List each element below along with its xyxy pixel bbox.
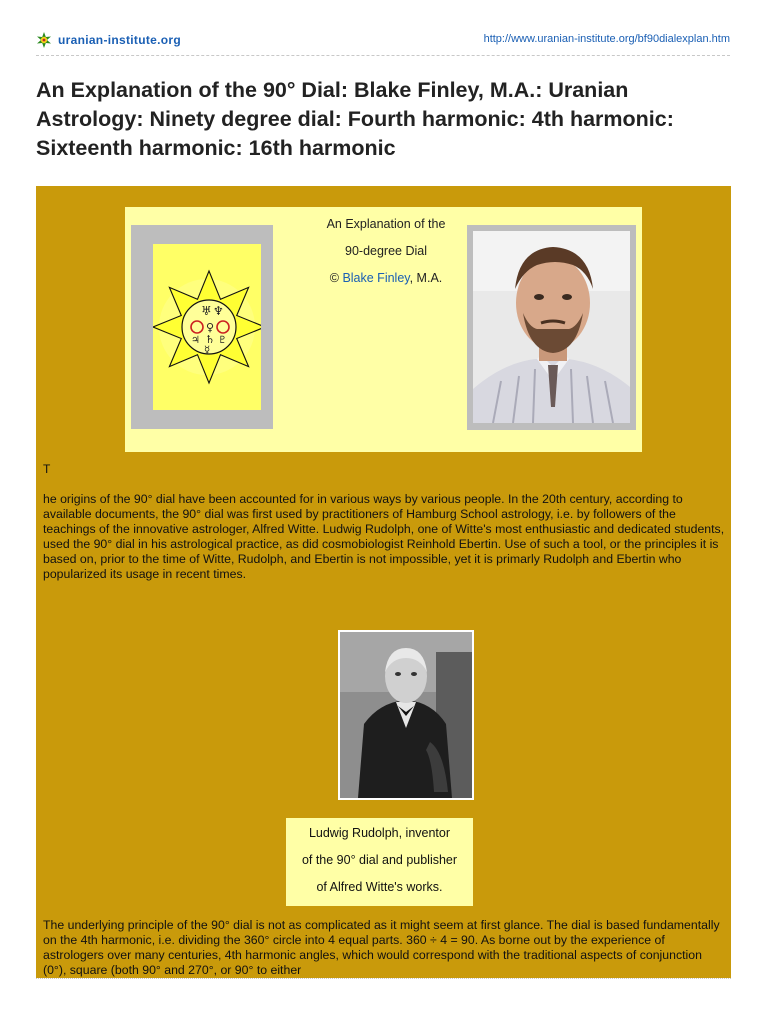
article-heading	[301, 211, 471, 292]
author-suffix: , M.A.	[409, 271, 443, 285]
caption-line-2: of the 90° dial and publisher	[301, 853, 458, 867]
drop-cap: T	[43, 462, 51, 476]
author-credit	[301, 265, 471, 292]
author-photo	[473, 231, 630, 423]
ninety-degree-dial-image	[153, 244, 261, 410]
site-header	[36, 30, 730, 52]
footer-divider	[36, 978, 731, 983]
page-title: An Explanation of the 90° Dial: Blake Finley, M.A.: Uranian Astrology: Ninety degree dial: Fourth harmonic: 4th harmonic: Sixteenth harmonic: 16th harmonic	[36, 78, 674, 160]
svg-text:♆: ♆	[213, 304, 224, 318]
ludwig-rudolph-photo	[340, 632, 472, 798]
article-body	[36, 186, 731, 978]
page-url-link[interactable]: http://www.uranian-institute.org/bf90dialexplan.htm	[483, 33, 730, 45]
site-logo-icon	[36, 32, 52, 48]
photo-caption	[286, 818, 473, 906]
paragraph-origins: he origins of the 90° dial have been accounted for in various ways by various people. In the 20th century, according to available documents, the 90° dial was first used by practitioners of Hamburg School astrology, i.e. by followers of the teachings of the innovative astrologer, Alfred Witte. Ludwig Rudolph, one of Witte's most enthusiastic and dedicated students, used the 90° dial in his astrological practice, as did cosmobiologist Reinhold Ebertin. Use of such a tool, or the principles it is based on, prior to the time of Witte, Rudolph, and Ebertin is not impossible, yet it is primarly Rudolph and Ebertin who popularized its usage in recent times.	[43, 492, 725, 581]
copyright-symbol: ©	[329, 271, 339, 285]
article-header-box	[125, 207, 642, 452]
svg-text:♇: ♇	[218, 335, 227, 346]
svg-text:☿: ☿	[204, 345, 211, 356]
heading-line-2: 90-degree Dial	[345, 244, 427, 258]
svg-text:♀: ♀	[206, 321, 215, 334]
rudolph-photo-frame	[338, 630, 474, 800]
heading-line-1: An Explanation of the	[326, 217, 446, 231]
site-link[interactable]	[36, 32, 181, 48]
paragraph-principle: The underlying principle of the 90° dial is not as complicated as it might seem at first glance. The dial is based fundamentally on the 4th harmonic, i.e. dividing the 360° circle into 4 equal parts. 360 ÷ 4 = 90. As borne out by the experience of astrologers over many centuries, 4th harmonic angles, which would correspond with the traditional aspects of conjunction (0°), square (both 90° and 270°, or 90° to either	[43, 918, 720, 977]
author-photo-mat	[467, 225, 636, 430]
caption-line-3: of Alfred Witte's works.	[316, 880, 443, 894]
svg-text:♄: ♄	[205, 333, 215, 346]
site-name: uranian-institute.org	[58, 33, 181, 47]
svg-text:♃: ♃	[191, 335, 200, 346]
svg-text:♅: ♅	[201, 304, 212, 318]
header-divider	[36, 55, 730, 56]
caption-line-1: Ludwig Rudolph, inventor	[308, 826, 451, 840]
author-link[interactable]: Blake Finley	[342, 271, 410, 285]
